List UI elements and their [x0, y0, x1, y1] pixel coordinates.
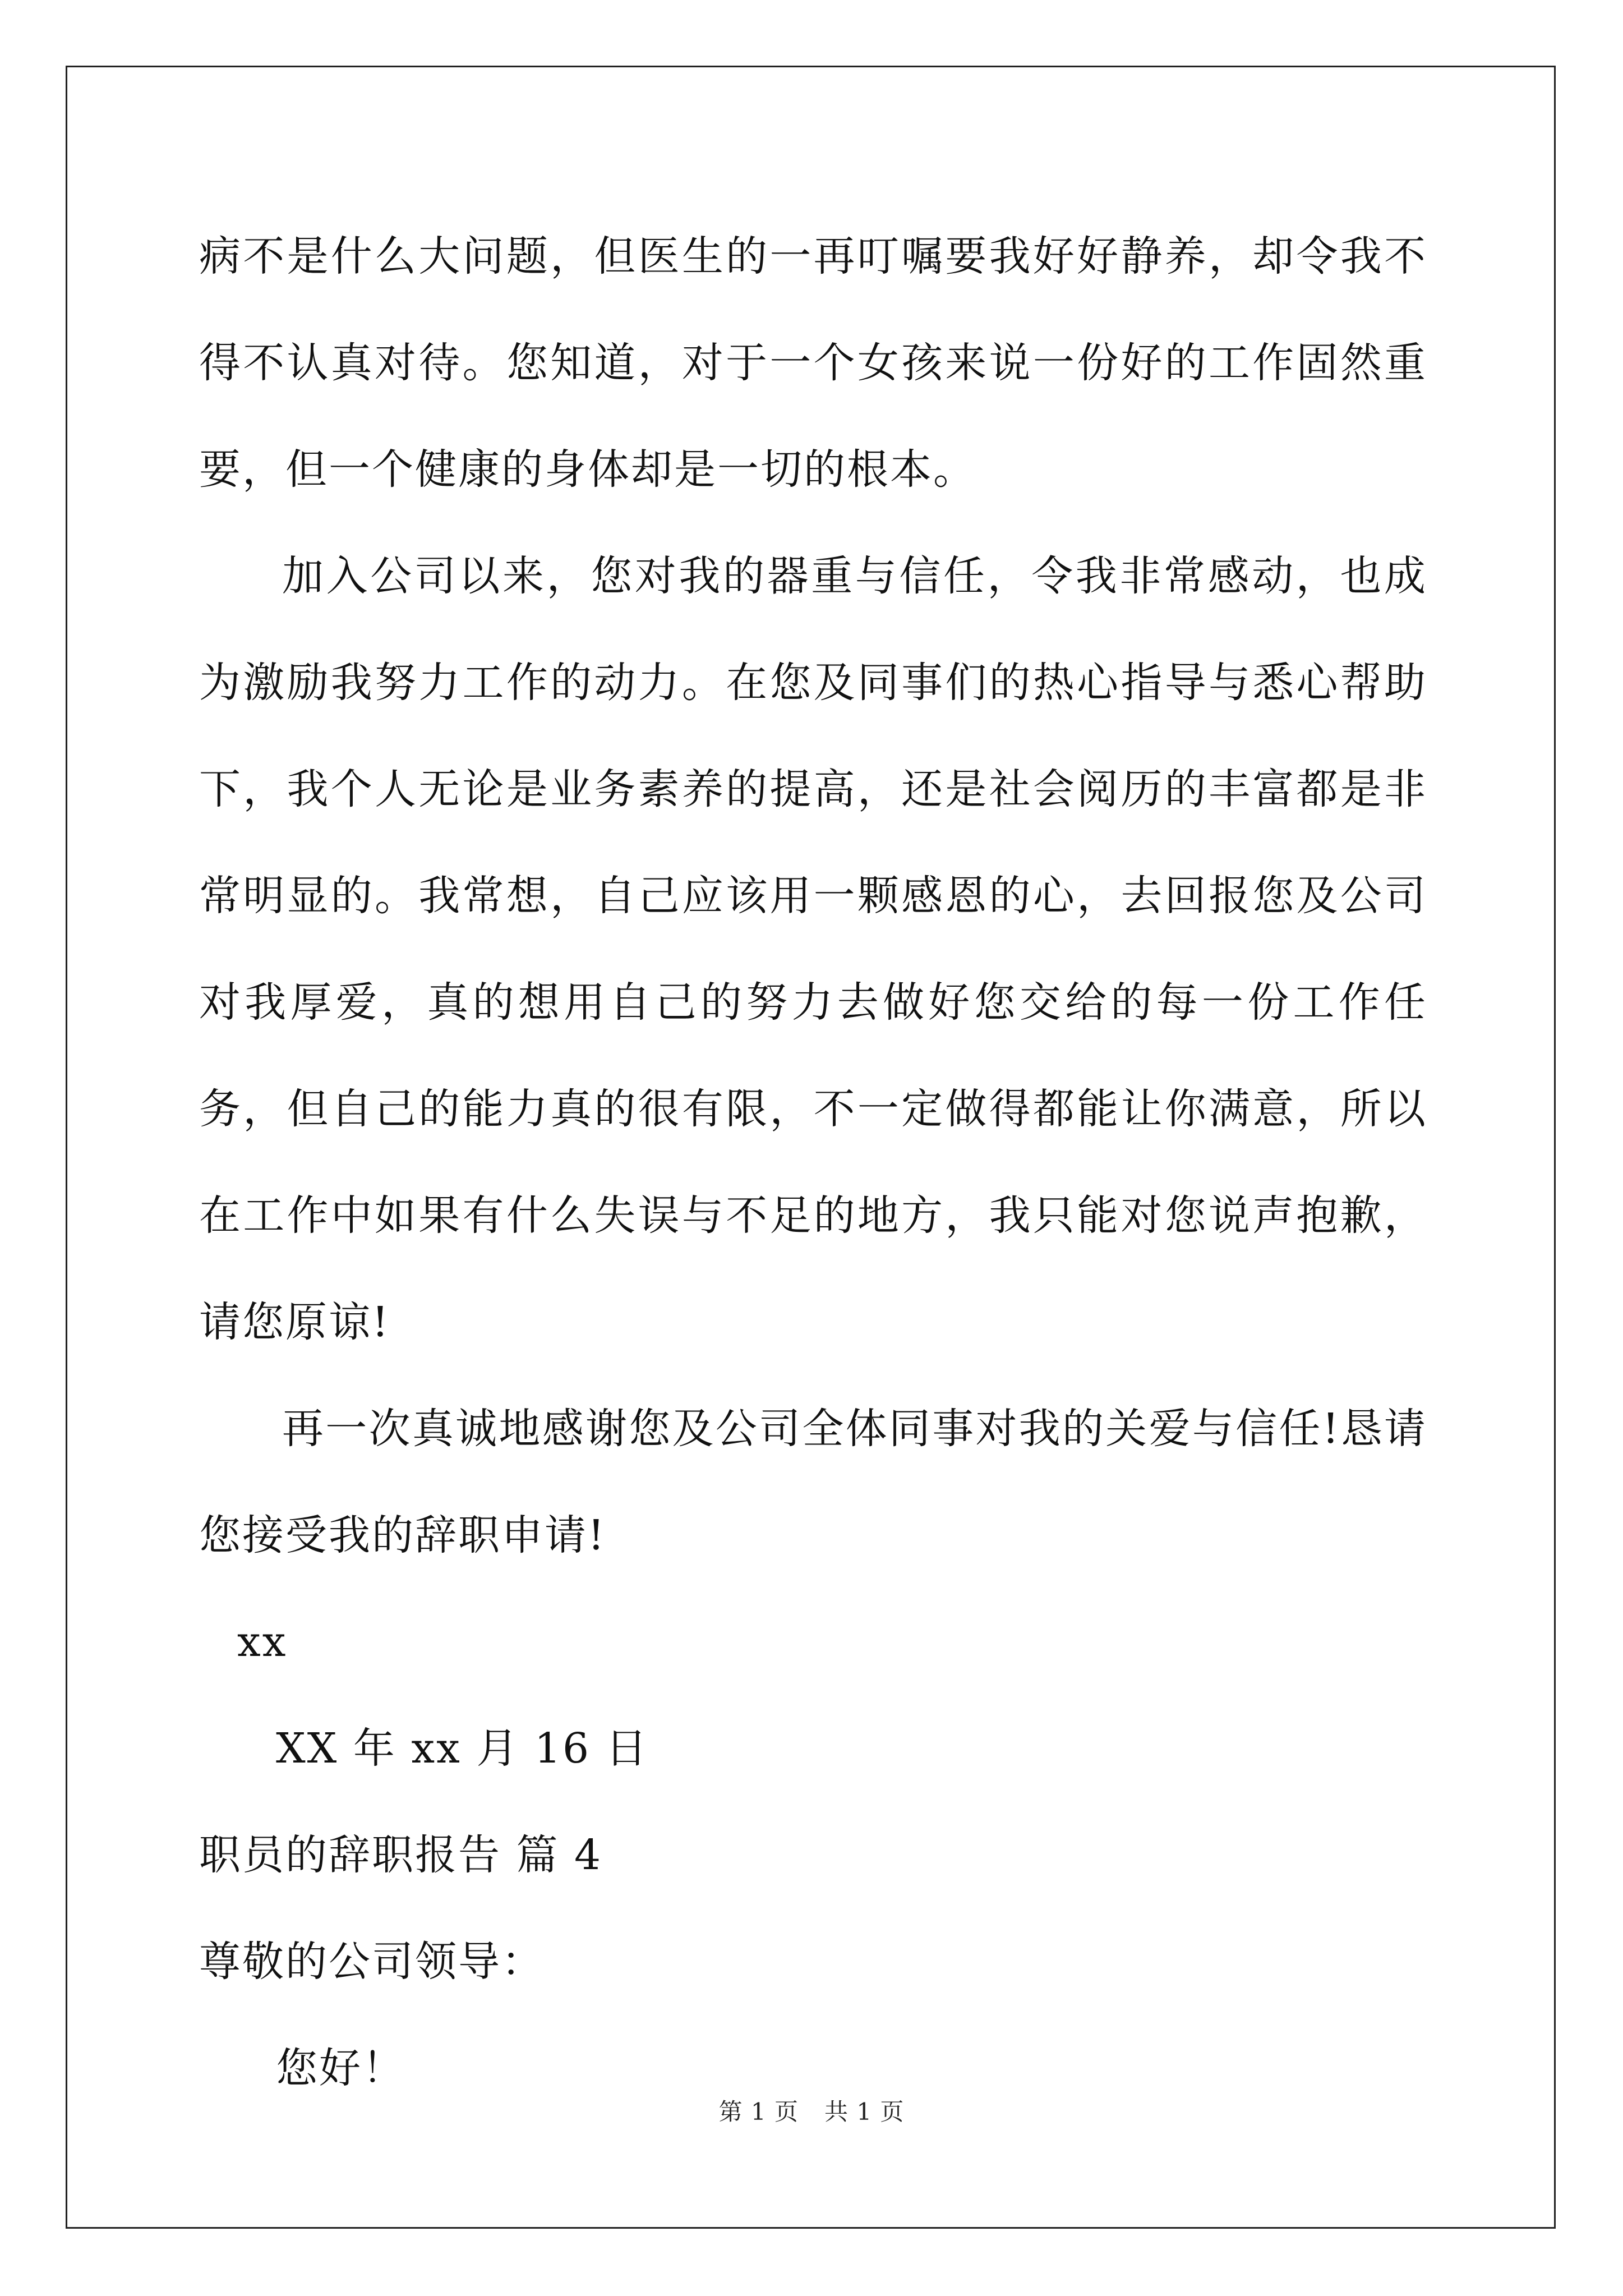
- paragraph-gratitude: 加入公司以来，您对我的器重与信任，令我非常感动，也成为激励我努力工作的动力。在您及同事们的热心指导与悉心帮助下，我个人无论是业务素养的提高，还是社会阅历的丰富都是非常明显的。我常想，自己应该用一颗感恩的心，去回报您及公司对我厚爱，真的想用自己的努力去做好您交给的每一份工作任务，但自己的能力真的很有限，不一定做得都能让你满意，所以在工作中如果有什么失误与不足的地方，我只能对您说声抱歉，请您原谅!: [199, 552, 1427, 1346]
- page-number-total: 共 1 页: [824, 2098, 905, 2125]
- document-body: [199, 203, 1427, 2122]
- salutation: 尊敬的公司领导：: [199, 1938, 545, 1986]
- greeting: 您好！: [276, 2044, 405, 2092]
- paragraph-thanks: 再一次真诚地感谢您及公司全体同事对我的关爱与信任!恳请您接受我的辞职申请!: [199, 1405, 1427, 1559]
- section-heading: 职员的辞职报告 篇 4: [199, 1831, 603, 1879]
- page-footer: [0, 2095, 1623, 2129]
- letter-date: XX 年 xx 月 16 日: [276, 1724, 649, 1773]
- page-number-current: 第 1 页: [718, 2098, 799, 2125]
- signer-name: xx: [237, 1618, 288, 1666]
- paragraph-health: 病不是什么大问题，但医生的一再叮嘱要我好好静养，却令我不得不认真对待。您知道，对于一个女孩来说一份好的工作固然重要，但一个健康的身体却是一切的根本。: [199, 232, 1427, 494]
